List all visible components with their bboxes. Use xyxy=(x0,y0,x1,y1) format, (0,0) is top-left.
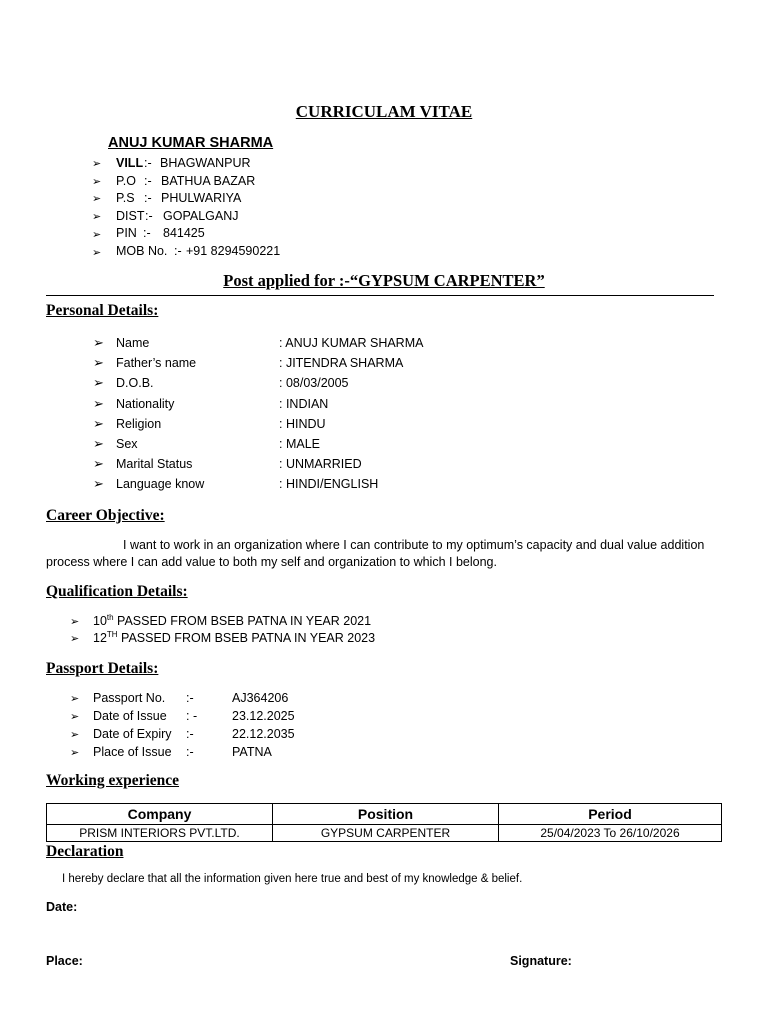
work-heading: Working experience xyxy=(46,772,180,789)
address-value: 841425 xyxy=(163,226,205,240)
bullet-icon: ➢ xyxy=(93,396,104,411)
date-label: Date: xyxy=(46,900,78,914)
personal-label: Marital Status xyxy=(116,457,193,471)
qualification-item xyxy=(93,630,375,645)
position-cell: GYPSUM CARPENTER xyxy=(273,825,499,842)
passport-value: PATNA xyxy=(232,745,272,759)
passport-label: Date of Issue xyxy=(93,709,167,723)
passport-sep: : - xyxy=(186,709,198,723)
career-objective-heading: Career Objective: xyxy=(46,507,165,524)
passport-value: 23.12.2025 xyxy=(232,709,295,723)
address-value: BATHUA BAZAR xyxy=(161,174,256,188)
bullet-icon: ➢ xyxy=(93,456,104,471)
passport-sep: :- xyxy=(186,727,194,741)
column-header: Position xyxy=(273,804,499,825)
address-sep: :- xyxy=(144,174,152,188)
personal-value: : HINDU xyxy=(279,417,326,431)
personal-value: : HINDI/ENGLISH xyxy=(279,477,379,491)
qualification-level: 12 xyxy=(93,631,107,646)
address-value: GOPALGANJ xyxy=(163,209,239,223)
post-applied: Post applied for :-“GYPSUM CARPENTER” xyxy=(223,271,545,290)
declaration-text: I hereby declare that all the information given here true and best of my knowledge & belief. xyxy=(62,873,523,885)
bullet-icon: ➢ xyxy=(92,193,102,205)
passport-heading: Passport Details: xyxy=(46,660,159,677)
career-objective-text xyxy=(46,537,726,571)
bullet-icon: ➢ xyxy=(93,476,104,491)
address-value: BHAGWANPUR xyxy=(160,156,251,170)
address-label: P.S xyxy=(116,191,135,205)
bullet-icon: ➢ xyxy=(93,416,104,431)
objective-body: I want to work in an organization where I can contribute to my optimum’s capacity and dual value addition process where I can add value to both my self and organization to which I belong. xyxy=(46,538,705,569)
document-title: CURRICULAM VITAE xyxy=(295,102,473,121)
bullet-icon: ➢ xyxy=(92,247,102,259)
qualification-level: 10 xyxy=(93,614,107,629)
qualification-suffix: th xyxy=(106,613,114,622)
personal-label: Name xyxy=(116,336,150,350)
divider-line xyxy=(46,295,714,296)
signature-label: Signature: xyxy=(510,954,572,968)
passport-sep: :- xyxy=(186,745,194,759)
personal-label: Father’s name xyxy=(116,356,197,370)
personal-value: : MALE xyxy=(279,437,320,451)
qualification-heading: Qualification Details: xyxy=(46,583,188,600)
bullet-icon: ➢ xyxy=(93,355,104,370)
passport-label: Date of Expiry xyxy=(93,727,172,741)
address-sep: :- xyxy=(143,226,151,240)
bullet-icon: ➢ xyxy=(92,229,102,241)
bullet-icon: ➢ xyxy=(70,693,80,705)
address-label: DIST xyxy=(116,209,145,223)
name-heading: ANUJ KUMAR SHARMA xyxy=(108,135,274,151)
address-sep: :- xyxy=(174,244,182,258)
bullet-icon: ➢ xyxy=(70,633,80,645)
personal-label: D.O.B. xyxy=(116,376,154,390)
bullet-icon: ➢ xyxy=(93,335,104,350)
address-sep: :- xyxy=(145,209,153,223)
qualification-item xyxy=(93,613,371,628)
bullet-icon: ➢ xyxy=(93,375,104,390)
bullet-icon: ➢ xyxy=(92,211,102,223)
bullet-icon: ➢ xyxy=(92,158,102,170)
address-sep: :- xyxy=(144,156,152,170)
company-cell: PRISM INTERIORS PVT.LTD. xyxy=(47,825,273,842)
personal-value: : UNMARRIED xyxy=(279,457,362,471)
passport-label: Place of Issue xyxy=(93,745,172,759)
passport-label: Passport No. xyxy=(93,691,166,705)
passport-value: AJ364206 xyxy=(232,691,289,705)
table-header-row xyxy=(47,804,722,825)
column-header: Company xyxy=(47,804,273,825)
address-label: VILL xyxy=(116,156,144,170)
column-header: Period xyxy=(499,804,722,825)
qualification-suffix: TH xyxy=(106,630,118,639)
address-value: +91 8294590221 xyxy=(186,244,281,258)
address-value: PHULWARIYA xyxy=(161,191,242,205)
personal-label: Language know xyxy=(116,477,205,491)
place-label: Place: xyxy=(46,954,83,968)
personal-value: : 08/03/2005 xyxy=(279,376,349,390)
bullet-icon: ➢ xyxy=(92,176,102,188)
personal-label: Nationality xyxy=(116,397,175,411)
personal-details-heading: Personal Details: xyxy=(46,302,159,319)
personal-label: Sex xyxy=(116,437,138,451)
address-label: PIN xyxy=(116,226,137,240)
personal-value: : ANUJ KUMAR SHARMA xyxy=(279,336,424,350)
personal-label: Religion xyxy=(116,417,162,431)
bullet-icon: ➢ xyxy=(70,729,80,741)
bullet-icon: ➢ xyxy=(70,747,80,759)
address-sep: :- xyxy=(144,191,152,205)
bullet-icon: ➢ xyxy=(70,616,80,628)
period-cell: 25/04/2023 To 26/10/2026 xyxy=(499,825,722,842)
passport-value: 22.12.2035 xyxy=(232,727,295,741)
personal-value: : INDIAN xyxy=(279,397,329,411)
qualification-text: PASSED FROM BSEB PATNA IN YEAR 2023 xyxy=(117,631,376,646)
personal-value: : JITENDRA SHARMA xyxy=(279,356,404,370)
work-table xyxy=(46,803,722,842)
passport-sep: :- xyxy=(186,691,194,705)
declaration-heading: Declaration xyxy=(46,843,124,860)
bullet-icon: ➢ xyxy=(70,711,80,723)
table-row xyxy=(47,825,722,842)
qualification-text: PASSED FROM BSEB PATNA IN YEAR 2021 xyxy=(113,614,372,629)
bullet-icon: ➢ xyxy=(93,436,104,451)
address-label: P.O xyxy=(116,174,136,188)
address-label: MOB No. xyxy=(116,244,168,258)
